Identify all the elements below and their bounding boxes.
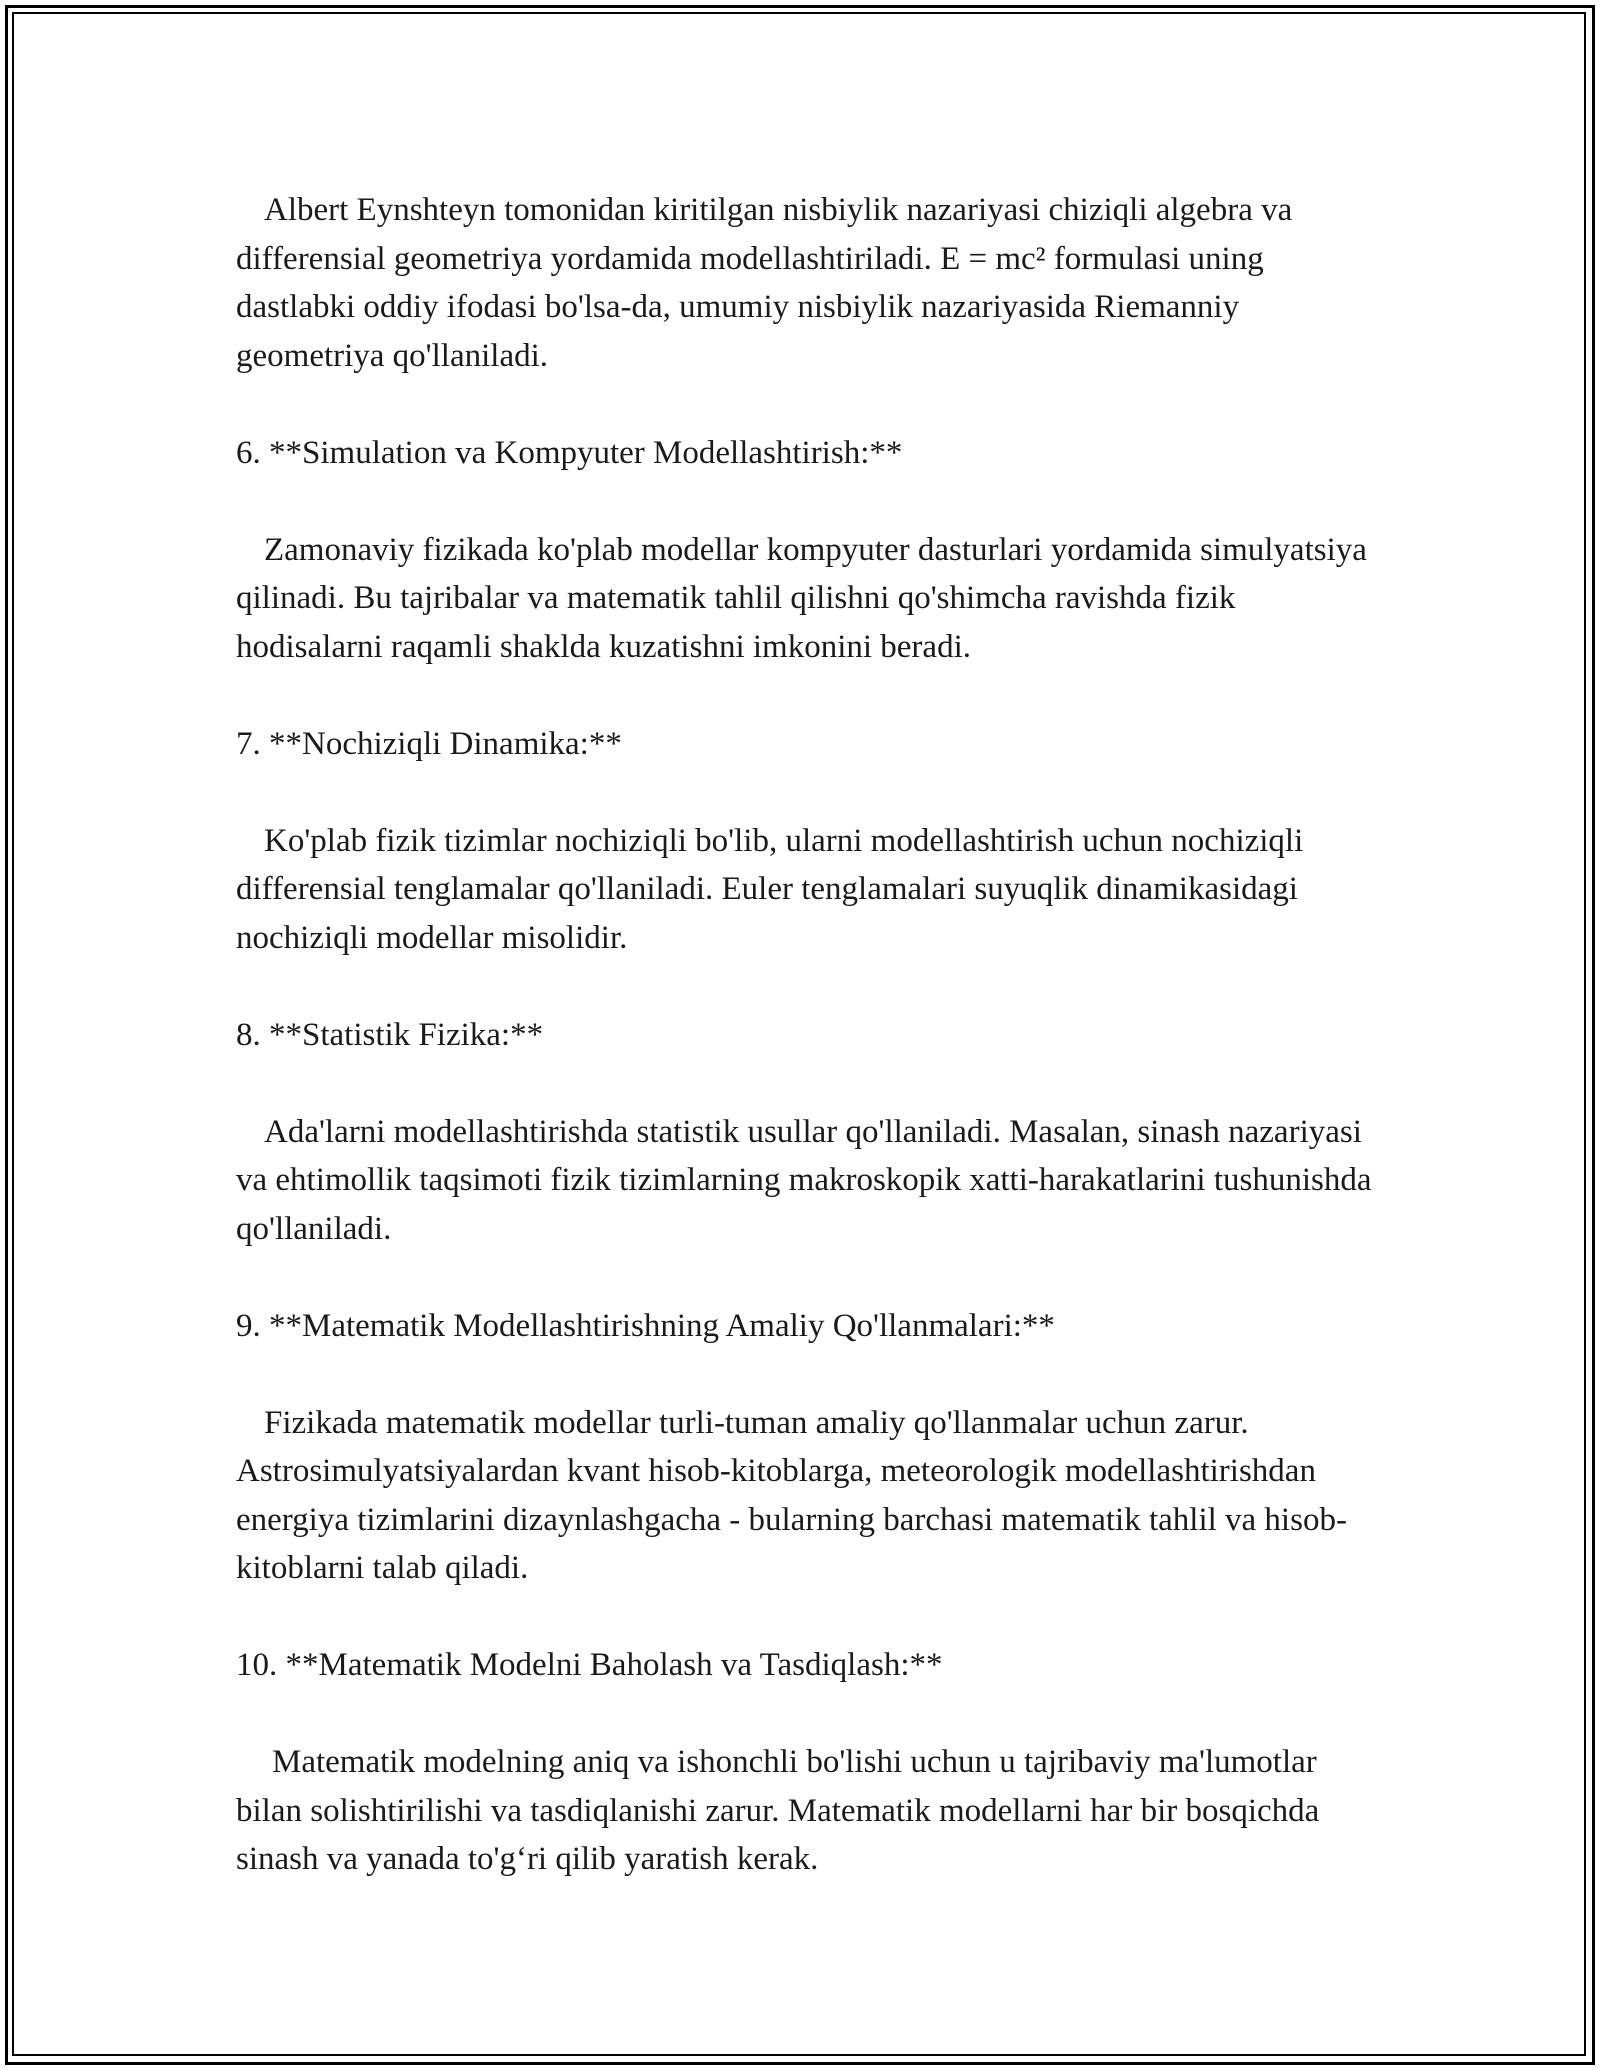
document-body: [236, 186, 1386, 1932]
section-text-6: [236, 526, 1386, 672]
paragraph-text: Ko'plab fizik tizimlar nochiziqli bo'lib, ularni modellashtirish uchun nochiziqli differensial tenglamalar qo'llaniladi. Euler tenglamalari suyuqlik dinamikasidagi nochiziqli modellar misolidir.: [236, 822, 1312, 956]
paragraph-relativity: [236, 186, 1386, 380]
section-text-8: [236, 1108, 1386, 1254]
section-heading-6: 6. **Simulation va Kompyuter Modellashtirish:**: [236, 434, 903, 471]
section-heading-10: 10. **Matematik Modelni Baholash va Tasdiqlash:**: [236, 1647, 943, 1683]
paragraph-text: Albert Eynshteyn tomonidan kiritilgan nisbiylik nazariyasi chiziqli algebra va differensial geometriya yordamida modellashtiriladi. E = mc² formulasi uning dastlabki oddiy ifodasi bo'lsa-da, umumiy nisbiylik nazariyasida Riemanniy geometriya qo'llaniladi.: [236, 192, 1301, 374]
section-text-9: [236, 1399, 1386, 1593]
section-text-7: [236, 817, 1386, 963]
paragraph-text: Matematik modelning aniq va ishonchli bo'lishi uchun u tajribaviy ma'lumotlar bilan solishtirilishi va tasdiqlanishi zarur. Matematik modellarni har bir bosqichda sinash va yanada to'g‘ri qilib yaratish kerak.: [236, 1744, 1328, 1877]
section-heading-8: 8. **Statistik Fizika:**: [236, 1016, 544, 1053]
paragraph-text: Zamonaviy fizikada ko'plab modellar kompyuter dasturlari yordamida simulyatsiya qilinadi. Bu tajribalar va matematik tahlil qilishni qo'shimcha ravishda fizik hodisalarni raqamli shaklda kuzatishni imkonini beradi.: [236, 531, 1376, 665]
section-text-10: [236, 1738, 1386, 1884]
section-heading-7: 7. **Nochiziqli Dinamika:**: [236, 725, 622, 762]
paragraph-text: Fizikada matematik modellar turli-tuman amaliy qo'llanmalar uchun zarur. Astrosimulyatsiyalardan kvant hisob-kitoblarga, meteorologik modellashtirishdan energiya tizimlarini dizaynlashgacha - bularning barchasi matematik tahlil va hisob-kitoblarni talab qiladi.: [236, 1404, 1347, 1586]
section-heading-9: 9. **Matematik Modellashtirishning Amaliy Qo'llanmalari:**: [236, 1307, 1055, 1344]
paragraph-text: Ada'larni modellashtirishda statistik usullar qo'llaniladi. Masalan, sinash nazariyasi va ehtimollik taqsimoti fizik tizimlarning makroskopik xatti-harakatlarini tushunishda qo'llaniladi.: [236, 1113, 1380, 1247]
